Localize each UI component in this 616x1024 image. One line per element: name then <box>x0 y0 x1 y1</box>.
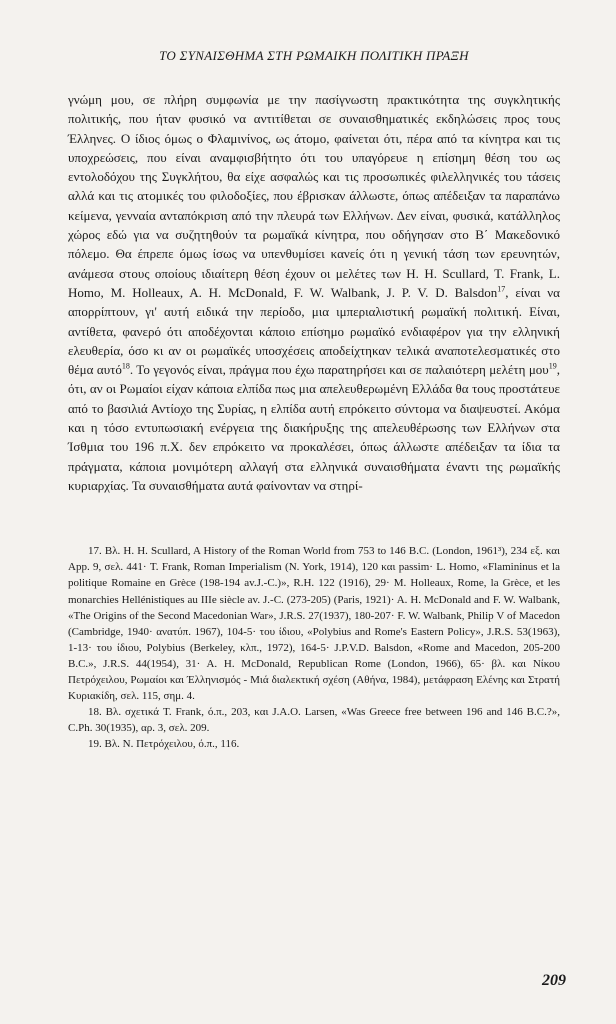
text-segment: , είναι να απορρίπτουν, γι' αυτή ειδικά την περίοδο, μια ιμπεριαλιστική ρωμαϊκή πολιτική. Είναι, αντίθετα, φανερό ότι αποδέχονται κάποιο επίσημο ρωμαϊκό ενδιαφέρον για την ελληνική ελευθερία, όσο κι αν οι ρωμαϊκές υποσχέσεις αποδείχτηκαν τελικά αναποτελεσματικές στο θέμα αυτό <box>68 284 560 378</box>
footnote-19: 19. Βλ. Ν. Πετρόχειλου, ό.π., 116. <box>88 738 240 751</box>
page-number: 209 <box>542 972 566 989</box>
text-segment: γνώμη μου, σε πλήρη συμφωνία με την πασίγνωστη πρακτικότητα της συγκλητικής πολιτικής, που ήταν φυσικό να αντιτίθεται σε συναισθηματικές εκδηλώσεις προς τους Έλληνες. Ο ίδιος όμως ο Φλαμινίνος, ως άτομο, φαίνεται ότι, πέρα από τα κίνητρα και τις υποχρεώσεις, που είναι αναμφισβήτητο ότι του υπαγόρευε η επίσημη θέση του ως εντολοδόχου της Συγκλήτου, θα είχε ασφαλώς και τις προσωπικές φιλελληνικές του τάσεις αλλά και τις ατομικές του φιλοδοξίες, που έβρισκαν άλλωστε, όπως απέδειξαν τα παραπάνω κείμενα, γενναία ανταπόκριση από την πλευρά των Ελλήνων. Δεν είναι, φυσικά, κατάλληλος χώρος εδώ για να συζητηθούν τα ρωμαϊκά κίνητρα, που οδήγησαν στο Β΄ Μακεδονικό πόλεμο. Θα έπρεπε όμως ίσως να υπενθυμίσει κανείς ότι η γενική τάση των ερευνητών, ανάμεσα στους οποίους ιδιαίτερη θέση έχουν οι μελέτες των H. H. Scullard, T. Frank, L. Homo, M. Holleaux, A. H. McDonald, F. W. Walbank, J. P. V. D. Balsdon <box>68 92 560 300</box>
book-page <box>68 48 560 752</box>
text-segment: . Το γεγονός είναι, πράγμα που έχω παρατηρήσει και σε παλαιότερη μελέτη μου <box>129 362 549 378</box>
main-paragraph <box>68 90 560 495</box>
footnote-18: 18. Βλ. σχετικά T. Frank, ό.π., 203, και J.A.O. Larsen, «Was Greece free between 196 and 146 B.C.?», C.Ph. 30(1935), αρ. 3, σελ. 209. <box>68 706 560 735</box>
footnote-ref-18[interactable]: 18 <box>121 361 130 371</box>
text-segment: , ότι, αν οι Ρωμαίοι είχαν κάποια ελπίδα πως μια απελευθερωμένη Ελλάδα θα τους προστάτευε από το βασιλιά Αντίοχο της Συρίας, η ελπίδα αυτή επρόκειτο σύντομα να διαψευστεί. Ακόμα και η τόσο εντυπωσιακή ενέργεια της διακήρυξης της απελευθέρωσης των Ελλήνων στα Ίσθμια του 196 π.Χ. δεν επρόκειτο να προκαλέσει, όπως άλλωστε απέδειξαν τα ίδια τα πράγματα, κάποια μονιμότερη αλλαγή στα ελληνικά συναισθήματα έναντι της ρωμαϊκής κυριαρχίας. Τα συναισθήματα αυτά φαίνονταν να στηρί- <box>68 362 560 493</box>
footnote-17: 17. Βλ. H. H. Scullard, A History of the Roman World from 753 to 146 B.C. (London, 1961³), 234 εξ. και App. 9, σελ. 441· T. Frank, Roman Imperialism (N. York, 1914), 120 και passim· L. Homo, «Flamininus et la politique Romaine en Grèce (198-194 av.J.-C.)», R.H. 122 (1916), 29· M. Holleaux, Rome, la Grèce, et les monarchies Hellénistiques au IIIe siècle av. J.-C. (273-205) (Paris, 1921)· A. H. McDonald and F. W. Walbank, «The Origins of the Second Macedonian War», J.R.S. 27(1937), 180-207· F. W. Walbank, Philip V of Macedon (Cambridge, 1940· ανατύπ. 1967), 104-5· του ίδιου, «Polybius and Rome's Eastern Policy», J.R.S. 53(1963), 1-13· του ίδιου, Polybius (Berkeley, κλπ., 1972), 164-5· J.P.V.D. Balsdon, «Rome and Macedon, 205-200 B.C.», J.R.S. 44(1954), 31· A. H. McDonald, Republican Rome (London, 1966), 65· βλ. και Νίκου Πετρόχειλου, Ρωμαίοι και Έλληνισμός - Μιά διαλεκτική σχέση (Αθήνα, 1984), μετάφραση Ελένης και Στρατή Κυριακίδη, σελ. 115, σημ. 4. <box>68 545 560 703</box>
footnote-ref-17[interactable]: 17 <box>497 284 506 294</box>
footnote-ref-19[interactable]: 19 <box>548 361 557 371</box>
main-text <box>68 90 560 495</box>
footnotes <box>68 543 560 752</box>
running-head: ΤΟ ΣΥΝΑΙΣΘΗΜΑ ΣΤΗ ΡΩΜΑΙΚΗ ΠΟΛΙΤΙΚΗ ΠΡΑΞΗ <box>159 48 469 63</box>
